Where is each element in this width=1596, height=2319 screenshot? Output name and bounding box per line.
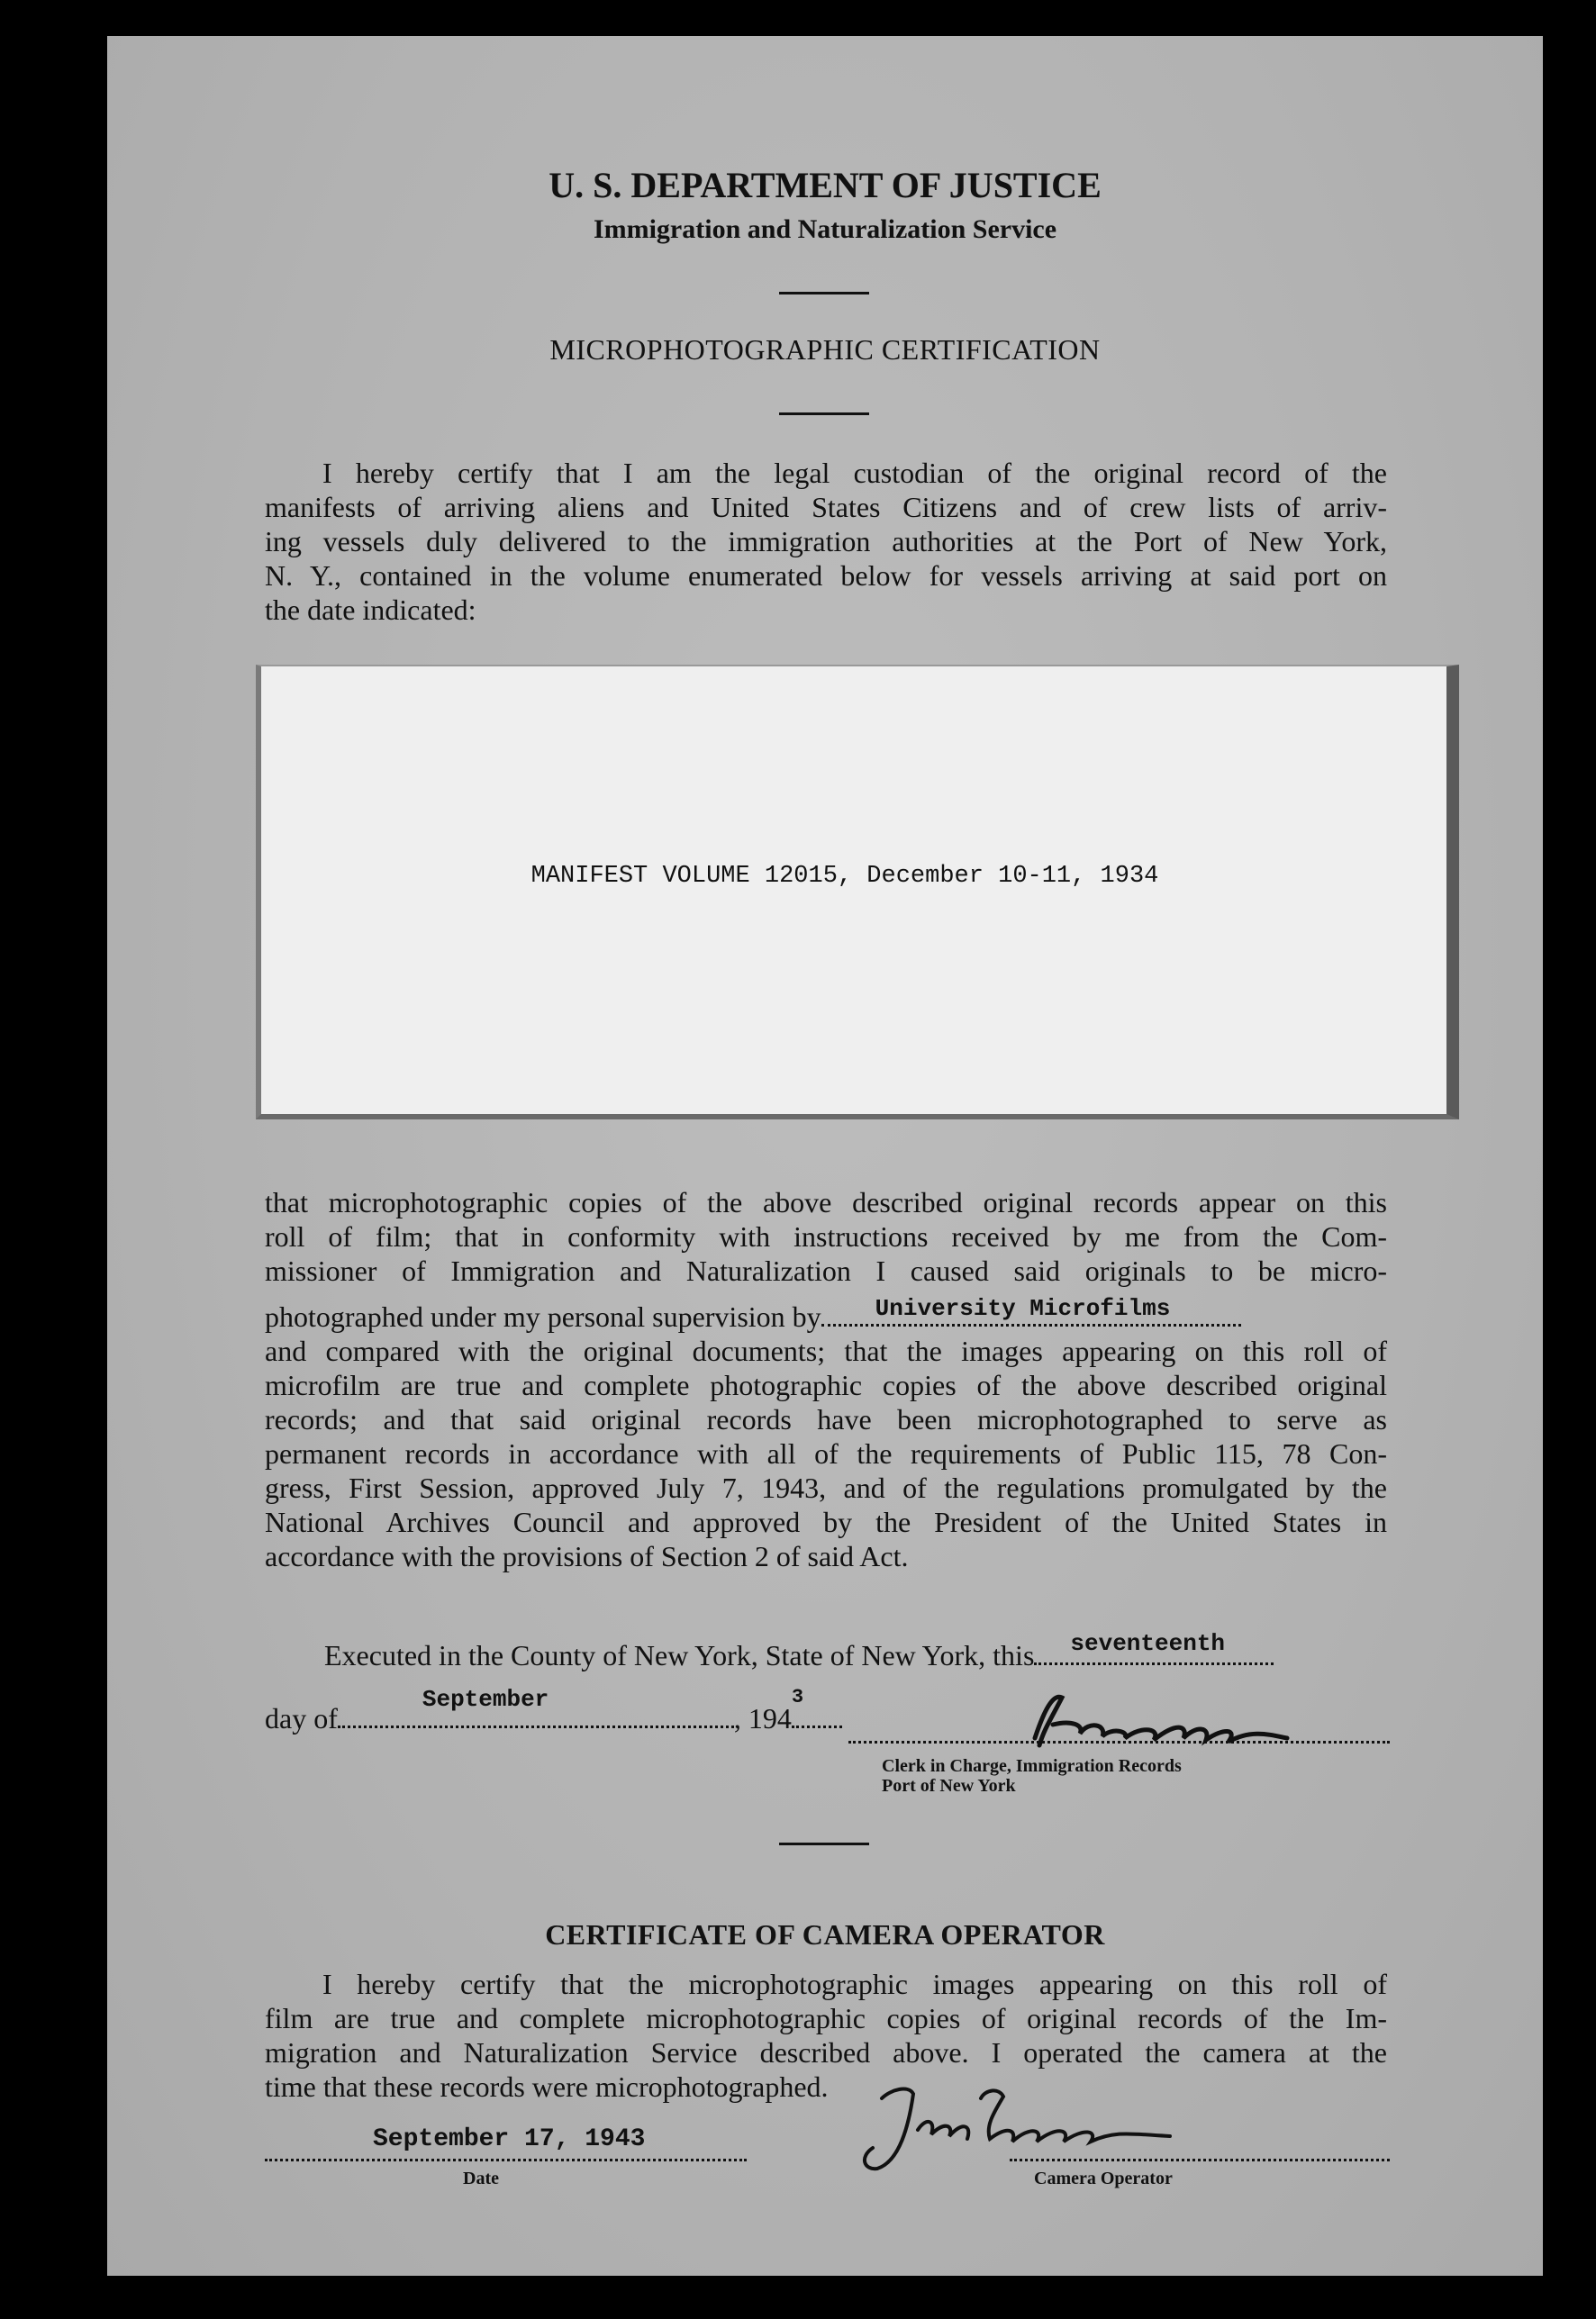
by-prefix: photographed under my personal supervision by [265, 1300, 821, 1333]
paragraph-line [265, 1297, 1387, 1334]
certification-heading: MICROPHOTOGRAPHIC CERTIFICATION [549, 333, 1101, 366]
paragraph-line: microfilm are true and complete photographic copies of the above described original [265, 1369, 1387, 1401]
clerk-title-line: Port of New York [882, 1776, 1016, 1796]
paragraph-line: missioner of Immigration and Naturalization I caused said originals to be micro- [265, 1255, 1387, 1287]
executed-line [324, 1630, 1274, 1672]
executed-prefix: Executed in the County of New York, State of New York, this [324, 1639, 1035, 1671]
service-subtitle: Immigration and Naturalization Service [593, 214, 1057, 244]
year-field [791, 1686, 842, 1728]
clerk-title [882, 1756, 1182, 1796]
operator-signature-line [1010, 2159, 1390, 2161]
paragraph-line: migration and Naturalization Service described above. I operated the camera at the [265, 2036, 1387, 2069]
paragraph-line: ing vessels duly delivered to the immigration authorities at the Port of New York, [265, 525, 1387, 557]
clerk-title-line: Clerk in Charge, Immigration Records [882, 1756, 1182, 1776]
paragraph-line: I hereby certify that the microphotographic images appearing on this roll of [322, 1968, 1387, 2000]
year-value: 3 [791, 1686, 804, 1708]
divider [779, 412, 869, 415]
paragraph-line: that microphotographic copies of the above described original records appear on this [265, 1186, 1387, 1218]
paragraph-line: film are true and complete microphotographic copies of original records of the Im- [265, 2002, 1387, 2034]
certification-paragraph [265, 1185, 1387, 1573]
camera-date-value: September 17, 1943 [373, 2125, 646, 2153]
certificate-page [107, 36, 1543, 2276]
department-title: U. S. DEPARTMENT OF JUSTICE [549, 165, 1102, 205]
camera-heading: CERTIFICATE OF CAMERA OPERATOR [545, 1918, 1105, 1951]
date-signature-line [265, 2159, 747, 2161]
paragraph-line: N. Y., contained in the volume enumerated below for vessels arriving at said port on [265, 559, 1387, 592]
divider [779, 1843, 869, 1845]
year-prefix: , 194 [733, 1702, 792, 1735]
paragraph-line: and compared with the original documents; that the images appearing on this roll of [265, 1335, 1387, 1367]
paragraph-line: the date indicated: [265, 593, 476, 626]
clerk-signature-line [848, 1741, 1390, 1744]
month-field [338, 1686, 734, 1728]
paragraph-line: records; and that said original records have been microphotographed to serve as [265, 1403, 1387, 1436]
day-field [1034, 1630, 1274, 1665]
paragraph-line: time that these records were microphotographed. [265, 2070, 829, 2103]
paragraph-line: I hereby certify that I am the legal custodian of the original record of the [322, 457, 1387, 489]
date-label: Date [463, 2169, 499, 2188]
day-value: seventeenth [1070, 1630, 1226, 1657]
manifest-slip [256, 665, 1459, 1119]
paragraph-line: roll of film; that in conformity with instructions received by me from the Com- [265, 1220, 1387, 1253]
paragraph-line: gress, First Session, approved July 7, 1943, and of the regulations promulgated by the [265, 1472, 1387, 1504]
custodian-paragraph [265, 456, 1387, 627]
manifest-volume-text: MANIFEST VOLUME 12015, December 10-11, 1934 [530, 863, 1159, 890]
date-line [265, 1686, 842, 1735]
by-field [821, 1297, 1241, 1327]
paragraph-line: manifests of arriving aliens and United States Citizens and of crew lists of arriv- [265, 491, 1387, 523]
operator-label: Camera Operator [1034, 2169, 1173, 2188]
by-value: University Microfilms [875, 1295, 1171, 1322]
divider [779, 292, 869, 294]
day-of-label: day of [265, 1702, 338, 1735]
paragraph-line: permanent records in accordance with all of the requirements of Public 115, 78 Con- [265, 1437, 1387, 1470]
month-value: September [422, 1686, 549, 1713]
paragraph-line: National Archives Council and approved by the President of the United States in [265, 1506, 1387, 1538]
paragraph-line: accordance with the provisions of Section 2 of said Act. [265, 1540, 909, 1572]
